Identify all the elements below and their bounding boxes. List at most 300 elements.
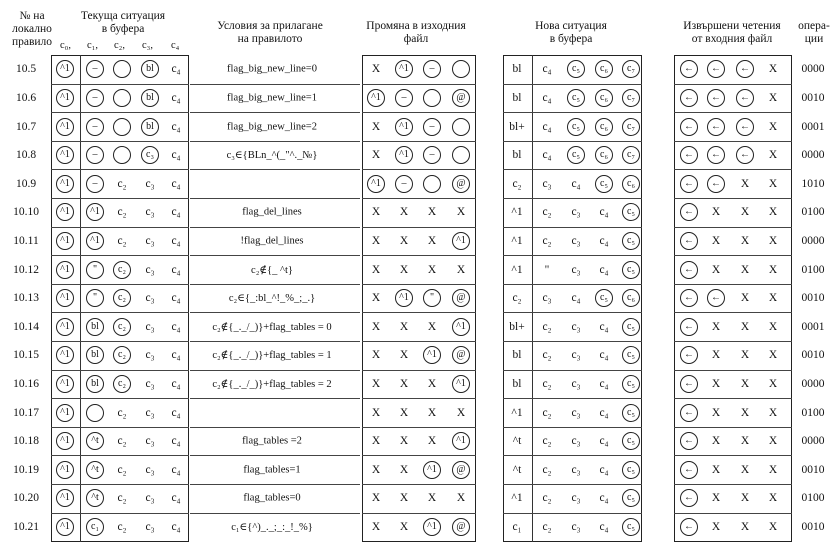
read-arrow-icon: ← — [680, 118, 698, 136]
row-separator — [362, 84, 476, 85]
new-situation-cell: bl — [512, 149, 522, 162]
new-situation-cell: c₂ — [542, 349, 552, 362]
row-separator — [51, 284, 189, 285]
read-cell: X — [740, 406, 750, 419]
read-cell: X — [768, 149, 778, 162]
row-separator — [190, 112, 360, 113]
current-cell: c₂ — [113, 346, 131, 364]
row-separator — [51, 484, 189, 485]
row-separator — [362, 341, 476, 342]
read-cell: X — [740, 234, 750, 247]
current-cell: c₃ — [145, 463, 155, 476]
change-cell: X — [371, 320, 381, 333]
new-situation-cell: ^1 — [511, 263, 523, 276]
change-cell: ^1 — [367, 175, 385, 193]
current-cell: ^t — [86, 489, 104, 507]
row-separator — [51, 513, 189, 514]
rule-number: 10.21 — [13, 520, 39, 533]
header-new-line: Нова ситуация — [535, 20, 607, 32]
current-cell: ^1 — [56, 175, 74, 193]
current-cell: ^1 — [86, 232, 104, 250]
row-separator — [362, 227, 476, 228]
new-situation-cell: c₄ — [599, 234, 609, 247]
row-separator — [674, 370, 792, 371]
current-cell: c₃ — [145, 263, 155, 276]
read-arrow-icon: ← — [707, 89, 725, 107]
read-cell: X — [768, 177, 778, 190]
row-separator — [674, 227, 792, 228]
new-situation-cell: c₅ — [622, 432, 640, 450]
row-separator — [51, 427, 189, 428]
column-divider — [532, 55, 533, 542]
new-situation-cell: c₃ — [571, 320, 581, 333]
current-cell: " — [86, 289, 104, 307]
change-cell: @ — [452, 346, 470, 364]
rule-number: 10.7 — [15, 120, 37, 133]
read-cell: X — [768, 492, 778, 505]
change-cell: X — [371, 463, 381, 476]
current-cell: c₃ — [145, 234, 155, 247]
col-label-c1: c₁, — [87, 40, 98, 51]
row-separator — [362, 255, 476, 256]
new-situation-cell: c₆ — [595, 60, 613, 78]
operations-code: 0000 — [801, 149, 825, 162]
row-separator — [190, 198, 360, 199]
new-situation-cell: c₄ — [599, 463, 609, 476]
current-cell: bl — [86, 346, 104, 364]
read-cell: X — [740, 263, 750, 276]
change-cell: @ — [452, 461, 470, 479]
new-situation-cell: bl+ — [509, 320, 525, 333]
read-cell: X — [711, 406, 721, 419]
condition-text: flag_tables=1 — [243, 464, 301, 476]
condition-text: flag_big_new_line=0 — [227, 63, 317, 75]
rule-number: 10.14 — [13, 320, 39, 333]
new-situation-cell: c₃ — [571, 234, 581, 247]
read-cell: X — [740, 320, 750, 333]
row-separator — [503, 112, 642, 113]
current-cell: ^1 — [56, 60, 74, 78]
row-separator — [51, 112, 189, 113]
change-cell: X — [399, 377, 409, 390]
read-cell: X — [768, 406, 778, 419]
row-separator — [190, 427, 360, 428]
current-cell: c₂ — [113, 318, 131, 336]
operations-code: 0000 — [801, 377, 825, 390]
row-separator — [674, 255, 792, 256]
new-situation-cell: c₂ — [542, 320, 552, 333]
current-cell — [86, 404, 104, 422]
read-cell: X — [768, 377, 778, 390]
row-separator — [190, 398, 360, 399]
row-separator — [674, 112, 792, 113]
current-cell: ^1 — [56, 346, 74, 364]
read-cell: X — [740, 520, 750, 533]
header-operations — [794, 20, 834, 46]
current-cell: c₄ — [171, 520, 181, 533]
current-cell: c₄ — [171, 435, 181, 448]
row-separator — [51, 198, 189, 199]
rule-number: 10.19 — [13, 463, 39, 476]
change-cell: – — [395, 175, 413, 193]
header-input-reads — [672, 20, 792, 46]
row-separator — [503, 255, 642, 256]
change-cell: X — [371, 349, 381, 362]
row-separator — [503, 84, 642, 85]
row-separator — [362, 398, 476, 399]
condition-text: c₂∉{_._/_)}+flag_tables = 0 — [212, 321, 332, 333]
change-cell: ^1 — [367, 89, 385, 107]
row-separator — [190, 255, 360, 256]
new-situation-cell: bl — [512, 349, 522, 362]
change-cell: X — [427, 263, 437, 276]
row-separator — [503, 312, 642, 313]
row-separator — [51, 169, 189, 170]
rule-number: 10.6 — [15, 91, 37, 104]
current-cell — [113, 60, 131, 78]
row-separator — [51, 227, 189, 228]
current-cell: c₄ — [171, 177, 181, 190]
operations-code: 0100 — [801, 263, 825, 276]
row-separator — [190, 284, 360, 285]
current-cell: – — [86, 118, 104, 136]
read-arrow-icon: ← — [707, 146, 725, 164]
col-label-c4: c₄ — [171, 40, 180, 51]
operations-code: 0000 — [801, 435, 825, 448]
current-cell: c₄ — [171, 234, 181, 247]
read-cell: X — [768, 435, 778, 448]
row-separator — [503, 484, 642, 485]
row-separator — [190, 513, 360, 514]
change-cell: X — [399, 492, 409, 505]
rule-number: 10.13 — [13, 292, 39, 305]
current-cell: c₄ — [171, 406, 181, 419]
read-cell: X — [740, 492, 750, 505]
change-cell: X — [371, 63, 381, 76]
condition-text: c₁∈{^)_._;_:_!_%} — [231, 521, 313, 533]
change-cell: ^1 — [452, 432, 470, 450]
read-cell: X — [768, 206, 778, 219]
new-situation-cell: c₅ — [622, 261, 640, 279]
current-cell: ^1 — [56, 89, 74, 107]
new-situation-cell: c₂ — [542, 234, 552, 247]
read-cell: X — [711, 234, 721, 247]
read-cell: X — [711, 520, 721, 533]
read-arrow-icon: ← — [736, 60, 754, 78]
read-arrow-icon: ← — [680, 146, 698, 164]
read-cell: X — [768, 263, 778, 276]
current-cell: bl — [86, 318, 104, 336]
change-cell: X — [427, 406, 437, 419]
row-separator — [362, 312, 476, 313]
new-situation-cell: bl — [512, 377, 522, 390]
current-cell: c₃ — [145, 177, 155, 190]
col-label-c0: c₀, — [60, 40, 71, 51]
row-separator — [674, 141, 792, 142]
row-separator — [674, 84, 792, 85]
rule-number: 10.10 — [13, 206, 39, 219]
new-situation-cell: c₂ — [542, 520, 552, 533]
current-cell: ^1 — [56, 404, 74, 422]
change-cell: X — [427, 320, 437, 333]
new-situation-cell: c₂ — [512, 292, 522, 305]
new-situation-cell: c₃ — [571, 520, 581, 533]
read-cell: X — [711, 377, 721, 390]
new-situation-cell: c₅ — [595, 289, 613, 307]
read-arrow-icon: ← — [707, 289, 725, 307]
operations-code: 0010 — [801, 91, 825, 104]
new-situation-cell: c₂ — [542, 377, 552, 390]
new-situation-cell: c₆ — [622, 175, 640, 193]
change-cell: X — [399, 206, 409, 219]
operations-code: 0100 — [801, 492, 825, 505]
col-label-c2: c₂, — [114, 40, 125, 51]
row-separator — [51, 455, 189, 456]
row-separator — [362, 112, 476, 113]
read-arrow-icon: ← — [680, 232, 698, 250]
header-ops-line: ции — [804, 33, 824, 45]
condition-text: !flag_del_lines — [240, 235, 304, 247]
current-cell: c₄ — [171, 320, 181, 333]
new-situation-cell: ^1 — [511, 206, 523, 219]
current-cell: c₄ — [171, 263, 181, 276]
read-arrow-icon: ← — [680, 375, 698, 393]
operations-code: 0010 — [801, 463, 825, 476]
condition-text: flag_big_new_line=1 — [227, 92, 317, 104]
read-arrow-icon: ← — [707, 60, 725, 78]
change-cell: X — [371, 206, 381, 219]
row-separator — [51, 141, 189, 142]
read-cell: X — [711, 263, 721, 276]
new-situation-cell: c₂ — [542, 406, 552, 419]
header-new-situation — [500, 20, 642, 46]
row-separator — [674, 341, 792, 342]
operations-code: 0000 — [801, 234, 825, 247]
new-situation-cell: c₅ — [567, 146, 585, 164]
row-separator — [503, 370, 642, 371]
row-separator — [190, 169, 360, 170]
rule-number: 10.8 — [15, 149, 37, 162]
new-situation-cell: c₅ — [622, 375, 640, 393]
header-output-change — [352, 20, 480, 46]
change-cell: ^1 — [423, 461, 441, 479]
current-cell: – — [86, 146, 104, 164]
new-situation-cell: c₄ — [571, 177, 581, 190]
header-rule-number-line: правило — [11, 36, 53, 48]
operations-code: 0001 — [801, 320, 825, 333]
read-cell: X — [711, 463, 721, 476]
current-cell: c₂ — [117, 435, 127, 448]
change-cell: @ — [452, 289, 470, 307]
change-cell: X — [399, 263, 409, 276]
operations-code: 0000 — [801, 63, 825, 76]
read-arrow-icon: ← — [680, 346, 698, 364]
new-situation-cell: c₅ — [622, 489, 640, 507]
new-situation-cell: c₄ — [571, 292, 581, 305]
change-cell: – — [423, 60, 441, 78]
current-cell: c₄ — [171, 349, 181, 362]
current-cell: ^1 — [56, 375, 74, 393]
new-situation-cell: c₄ — [542, 149, 552, 162]
current-cell: ^1 — [56, 232, 74, 250]
change-cell — [423, 175, 441, 193]
rule-number: 10.17 — [13, 406, 39, 419]
col-label-c3: c₃, — [142, 40, 153, 51]
change-cell: @ — [452, 89, 470, 107]
change-cell — [452, 60, 470, 78]
read-arrow-icon: ← — [736, 89, 754, 107]
current-cell: c₄ — [171, 63, 181, 76]
current-cell: c₃ — [145, 320, 155, 333]
change-cell: X — [371, 234, 381, 247]
row-separator — [674, 513, 792, 514]
new-situation-cell: c₅ — [622, 461, 640, 479]
read-cell: X — [768, 91, 778, 104]
condition-text: flag_tables =2 — [242, 435, 302, 447]
change-cell: X — [399, 520, 409, 533]
new-situation-cell: c₃ — [571, 492, 581, 505]
current-cell: c₄ — [171, 120, 181, 133]
read-cell: X — [740, 377, 750, 390]
condition-text: c₂∉{_._/_)}+flag_tables = 1 — [212, 350, 332, 362]
current-cell: ^t — [86, 432, 104, 450]
change-cell: ^1 — [452, 375, 470, 393]
row-separator — [674, 427, 792, 428]
current-cell: c₂ — [117, 177, 127, 190]
new-situation-cell: c₄ — [599, 206, 609, 219]
current-cell: – — [86, 89, 104, 107]
new-situation-cell: c₅ — [622, 232, 640, 250]
new-situation-cell: c₆ — [595, 146, 613, 164]
change-cell: X — [371, 263, 381, 276]
change-cell: X — [371, 492, 381, 505]
row-separator — [190, 455, 360, 456]
row-separator — [674, 398, 792, 399]
current-cell: c₃ — [145, 435, 155, 448]
current-cell: " — [86, 261, 104, 279]
new-situation-cell: c₆ — [622, 289, 640, 307]
row-separator — [51, 84, 189, 85]
new-situation-cell: c₇ — [622, 60, 640, 78]
new-situation-cell: c₄ — [599, 320, 609, 333]
current-cell: c₂ — [117, 520, 127, 533]
current-cell: c₄ — [171, 463, 181, 476]
read-arrow-icon: ← — [736, 146, 754, 164]
row-separator — [362, 427, 476, 428]
row-separator — [362, 141, 476, 142]
header-condition — [190, 20, 350, 46]
read-cell: X — [768, 463, 778, 476]
header-new-line: в буфера — [549, 33, 593, 45]
change-cell: X — [427, 234, 437, 247]
change-cell: X — [371, 520, 381, 533]
new-situation-cell: c₇ — [622, 118, 640, 136]
new-situation-cell: c₂ — [512, 177, 522, 190]
column-divider — [80, 55, 81, 542]
operations-code: 0010 — [801, 520, 825, 533]
new-situation-cell: c₆ — [595, 89, 613, 107]
current-cell: ^1 — [56, 461, 74, 479]
new-situation-cell: c₂ — [542, 435, 552, 448]
new-situation-cell: c₃ — [571, 206, 581, 219]
current-cell: ^1 — [56, 432, 74, 450]
change-cell: ^1 — [395, 60, 413, 78]
operations-code: 0100 — [801, 206, 825, 219]
header-reads-line: от входния файл — [691, 33, 773, 45]
row-separator — [503, 427, 642, 428]
operations-code: 0010 — [801, 349, 825, 362]
read-cell: X — [711, 435, 721, 448]
change-cell: X — [427, 492, 437, 505]
change-cell: X — [399, 349, 409, 362]
change-cell: @ — [452, 518, 470, 536]
row-separator — [190, 141, 360, 142]
current-cell: ^t — [86, 461, 104, 479]
new-situation-cell: c₃ — [571, 263, 581, 276]
condition-text: flag_big_new_line=2 — [227, 121, 317, 132]
change-cell: ^1 — [395, 118, 413, 136]
current-cell: bl — [141, 89, 159, 107]
new-situation-cell: c₅ — [622, 518, 640, 536]
new-situation-cell: c₄ — [599, 492, 609, 505]
change-cell: X — [456, 263, 466, 276]
header-rule-number — [10, 10, 54, 49]
read-arrow-icon: ← — [680, 461, 698, 479]
read-arrow-icon: ← — [736, 118, 754, 136]
row-separator — [51, 312, 189, 313]
change-cell: @ — [452, 175, 470, 193]
change-cell: X — [427, 377, 437, 390]
new-situation-cell: c₃ — [542, 177, 552, 190]
change-cell: ^1 — [423, 346, 441, 364]
new-situation-cell: c₄ — [599, 520, 609, 533]
rule-number: 10.15 — [13, 349, 39, 362]
new-situation-cell: c₇ — [622, 146, 640, 164]
current-cell: – — [86, 60, 104, 78]
new-situation-cell: c₆ — [595, 118, 613, 136]
read-cell: X — [768, 234, 778, 247]
new-situation-cell: ^1 — [511, 492, 523, 505]
header-ops-line: опера- — [798, 20, 830, 32]
new-situation-cell: c₃ — [571, 406, 581, 419]
row-separator — [190, 84, 360, 85]
rule-number: 10.5 — [15, 63, 37, 76]
current-cell: c₄ — [171, 377, 181, 390]
new-situation-cell: c₅ — [622, 318, 640, 336]
row-separator — [674, 455, 792, 456]
change-cell: X — [456, 492, 466, 505]
change-cell: – — [423, 146, 441, 164]
current-cell: ^1 — [56, 146, 74, 164]
new-situation-cell: c₄ — [542, 120, 552, 133]
new-situation-cell: c₂ — [542, 463, 552, 476]
header-change-line: файл — [403, 33, 429, 45]
change-cell: X — [399, 234, 409, 247]
current-cell: c₂ — [117, 492, 127, 505]
new-situation-cell: c₅ — [567, 60, 585, 78]
current-cell: c₂ — [113, 375, 131, 393]
read-arrow-icon: ← — [680, 60, 698, 78]
read-cell: X — [768, 320, 778, 333]
read-arrow-icon: ← — [680, 203, 698, 221]
header-current-situation — [58, 10, 188, 36]
new-situation-cell: c₃ — [571, 349, 581, 362]
row-separator — [51, 398, 189, 399]
new-situation-cell: ^1 — [511, 406, 523, 419]
row-separator — [674, 169, 792, 170]
change-cell: X — [371, 377, 381, 390]
new-situation-cell: c₃ — [571, 435, 581, 448]
